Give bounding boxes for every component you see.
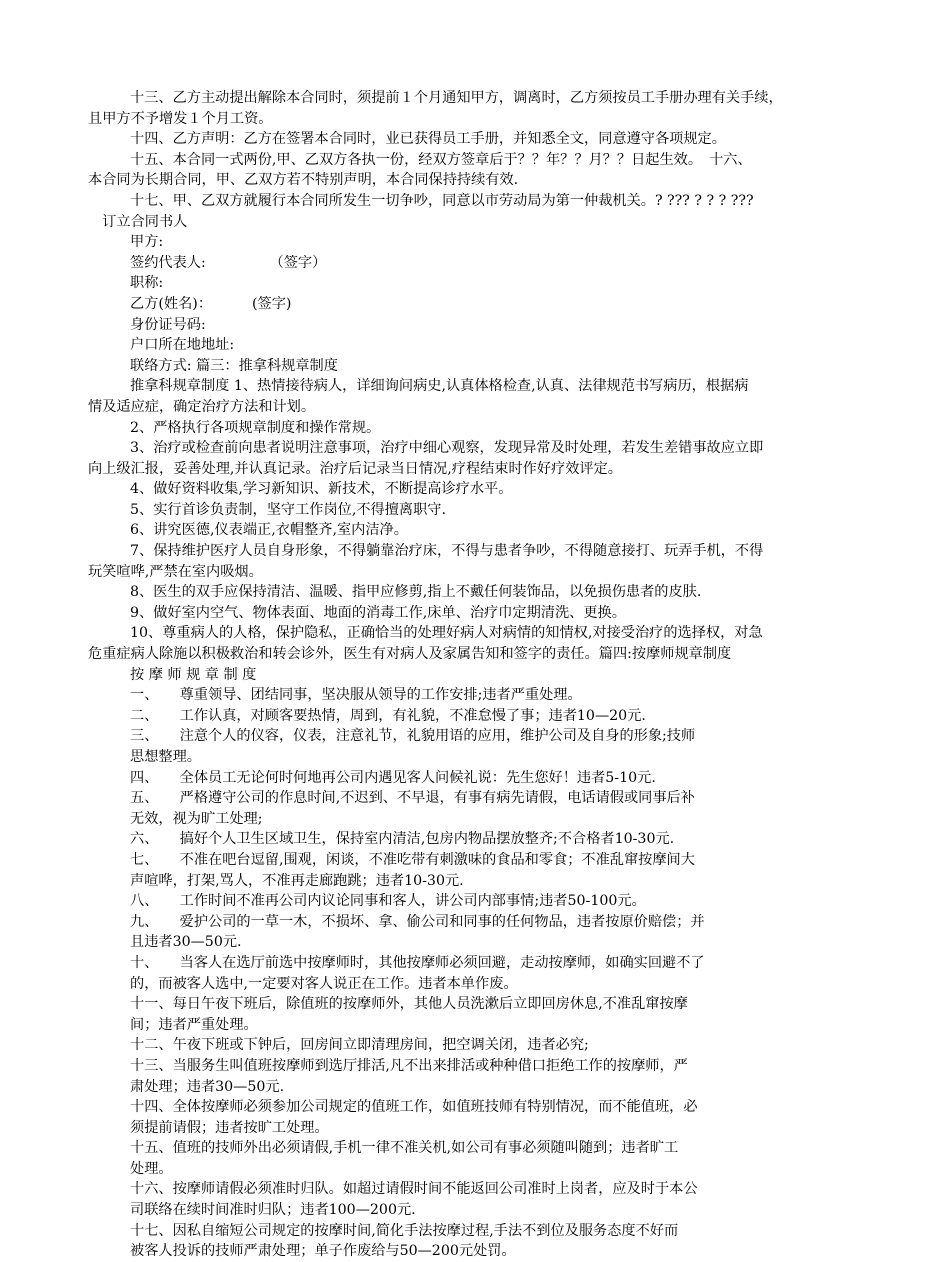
text-line: 情及适应症，确定治疗方法和计划。 [88,398,316,415]
text-line: 8、医生的双手应保持清洁、温暖、指甲应修剪,指上不戴任何装饰品，以免损伤患者的皮肤. [130,584,702,601]
text-line: 向上级汇报，妥善处理,并认真记录。治疗后记录当日情况,疗程结束时作好疗效评定。 [88,460,622,477]
text-line: 十七、因私自缩短公司规定的按摩时间,简化手法按摩过程,手法不到位及服务态度不好而 [130,1222,679,1239]
text-line: 十四、全体按摩师必须参加公司规定的值班工作，如值班技师有特别情况，而不能值班，必 [130,1099,698,1116]
text-line: 十四、乙方声明：乙方在签署本合同时，业已获得员工手册，并知悉全文，同意遵守各项规定。 [130,131,726,148]
text-line: 9、做好室内空气、物体表面、地面的消毒工作,床单、治疗巾定期清洗、更换。 [130,604,626,621]
text-line: 一、 尊重领导、团结同事，坚决服从领导的工作安排;违者严重处理。 [130,687,582,704]
text-line: 十、 当客人在选厅前选中按摩师时，其他按摩师必须回避，走动按摩师，如确实回避不了 [130,954,705,971]
text-line: 间；违者严重处理。 [130,1016,258,1033]
text-line: 十六、按摩师请假必须准时归队。如超过请假时间不能返回公司准时上岗者，应及时于本公 [130,1181,698,1198]
text-line: 四、 全体员工无论何时何地再公司内遇见客人问候礼说：先生您好！违者5-10元. [130,769,656,786]
text-line: 二、 工作认真，对顾客要热情，周到，有礼貌，不准怠慢了事；违者10—20元. [130,707,646,724]
text-line: 被客人投诉的技师严肃处理；单子作废给与50—200元处罚。 [130,1243,516,1260]
text-line: 十五、本合同一式两份,甲、乙双方各执一份，经双方签章后于？？年？？月？？日起生效。 十六、 [130,151,752,168]
text-line: 6、讲究医德,仪表端正,衣帽整齐,室内洁净。 [130,522,408,539]
text-line: 的，而被客人选中,一定要对客人说正在工作。违者本单作废。 [130,975,518,992]
text-line: 十二、午夜下班或下钟后，回房间立即清理房间，把空调关闭，违者必究; [130,1037,589,1054]
text-line: 须提前请假；违者按旷工处理。 [130,1119,329,1136]
text-line: 三、 注意个人的仪容，仪表，注意礼节，礼貌用语的应用，维护公司及自身的形象;技师 [130,728,696,745]
text-line: 七、 不准在吧台逗留,围观，闲谈，不准吃带有刺激味的食品和零食；不准乱窜按摩间大 [130,851,695,868]
text-line: 九、 爱护公司的一草一木，不损坏、拿、偷公司和同事的任何物品，违者按原价赔偿；并 [130,913,705,930]
text-line: 甲方: [130,234,164,251]
text-line: 签约代表人: （签字） [130,254,327,271]
text-line: 推拿科规章制度 1、热情接待病人，详细询问病史,认真体格检查,认真、法律规范书写病历，根据病 [130,378,749,395]
text-line: 7、保持维护医疗人员自身形象，不得躺靠治疗床，不得与患者争吵，不得随意接打、玩弄手机，不得 [130,543,764,560]
text-line: 按 摩 师 规 章 制 度 [130,666,257,683]
text-line: 八、 工作时间不准再公司内议论同事和客人，讲公司内部事情;违者50-100元。 [130,893,646,910]
text-line: 户口所在地地址: [130,337,235,354]
text-line: 危重症病人除施以积极救治和转会诊外，医生有对病人及家属告知和签字的责任。篇四:按摩师规章制度 [88,646,732,663]
text-line: 十一、每日午夜下班后，除值班的按摩师外，其他人员洗漱后立即回房休息,不准乱窜按摩 [130,996,688,1013]
text-line: 玩笑喧哗,严禁在室内吸烟。 [88,563,263,580]
text-line: 六、 搞好个人卫生区域卫生，保持室内清洁,包房内物品摆放整齐;不合格者10-30元. [130,831,675,848]
text-line: 联络方式: 篇三：推拿科规章制度 [130,357,338,374]
text-line: 处理。 [130,1160,173,1177]
text-line: 无效，视为旷工处理; [130,810,263,827]
text-line: 肃处理；违者30—50元. [130,1078,285,1095]
text-line: 本合同为长期合同，甲、乙双方若不特别声明，本合同保持持续有效. [88,172,519,189]
text-line: 4、做好资料收集,学习新知识、新技术，不断提高诊疗水平。 [130,481,513,498]
document-body [88,88,873,1262]
text-line: 五、 严格遵守公司的作息时间,不迟到、不早退，有事有病先请假，电话请假或同事后补 [130,790,695,807]
text-line: 2、严格执行各项规章制度和操作常规。 [130,419,381,436]
text-line: 且违者30—50元. [130,934,242,951]
text-line: 十七、甲、乙双方就履行本合同所发生一切争吵，同意以市劳动局为第一仲裁机关。? ??? ? ? ? ??? [130,192,754,209]
text-line: 十三、当服务生叫值班按摩师到选厅排活,凡不出来排活或种种借口拒绝工作的按摩师，严 [130,1057,688,1074]
text-line: 司联络在续时间准时归队；违者100—200元. [130,1202,416,1219]
text-line: 声喧哗，打架,骂人，不准再走廊跑跳；违者10-30元. [130,872,464,889]
text-line: 5、实行首诊负责制，坚守工作岗位,不得擅离职守. [130,501,446,518]
text-line: 职称: [130,275,164,292]
text-line: 乙方(姓名)： (签字) [130,295,292,312]
text-line: 10、尊重病人的人格，保护隐私，正确恰当的处理好病人对病情的知情权,对接受治疗的选择权，对急 [130,625,763,642]
text-line: 思想整理。 [130,749,201,765]
text-line: 身份证号码: [130,316,206,333]
text-line: 3、治疗或检查前向患者说明注意事项，治疗中细心观察，发现异常及时处理，若发生差错事故应立即 [130,440,764,457]
text-line: 订立合同书人 [88,213,188,230]
text-line: 十五、值班的技师外出必须请假,手机一律不准关机,如公司有事必须随叫随到；违者旷工 [130,1140,679,1157]
text-line: 且甲方不予增发１个月工资。 [88,110,273,127]
text-line: 十三、乙方主动提出解除本合同时，须提前１个月通知甲方，调离时，乙方须按员工手册办理有关手续， [130,90,783,106]
